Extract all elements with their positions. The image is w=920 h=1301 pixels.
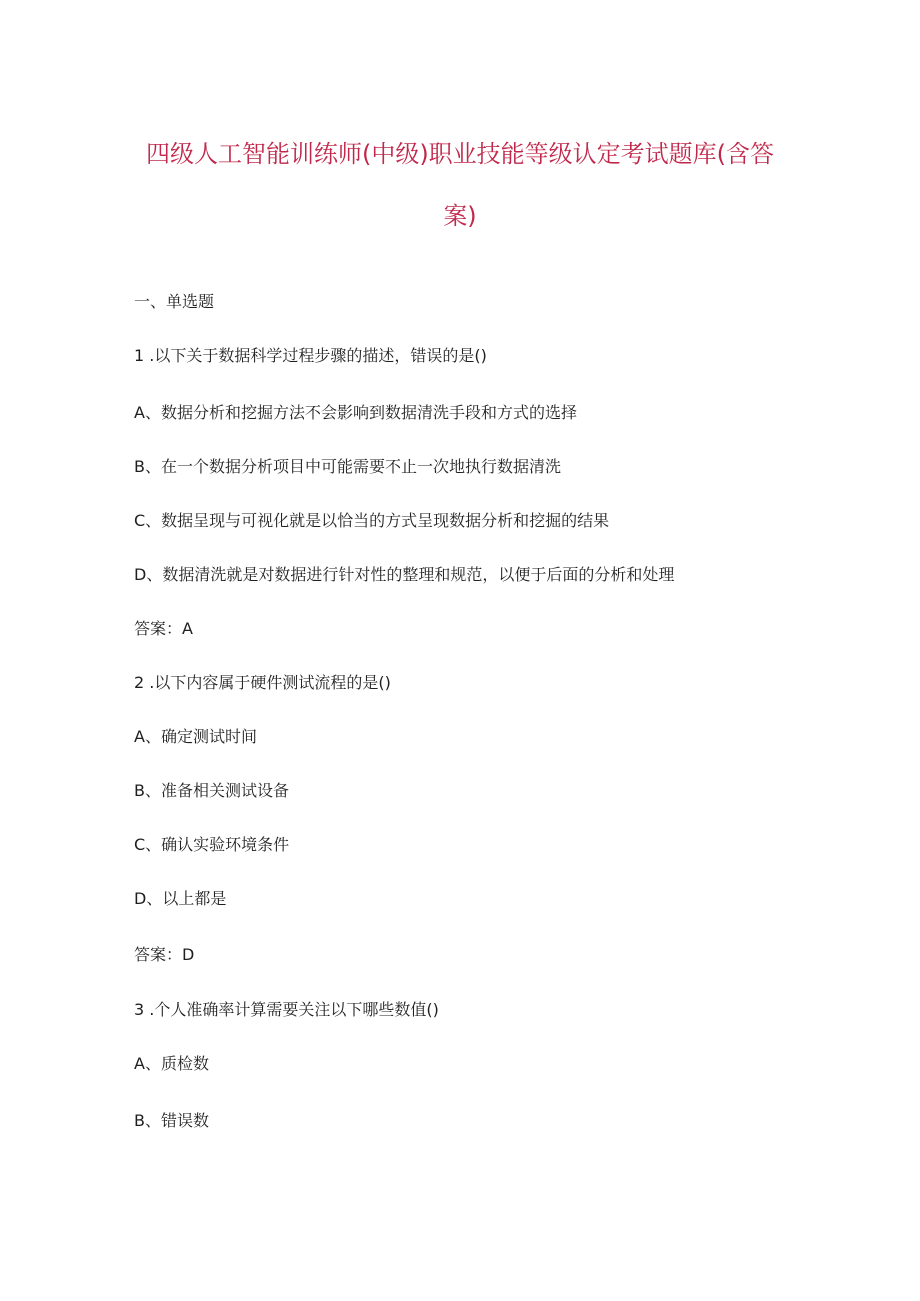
question-2-option-c: C、确认实验环境条件 xyxy=(134,835,290,854)
section-heading: 一、单选题 xyxy=(134,292,215,311)
document-title-line-2: 案) xyxy=(443,202,477,230)
question-2-text: 2 .以下内容属于硬件测试流程的是() xyxy=(134,673,391,692)
question-1-option-b: B、在一个数据分析项目中可能需要不止一次地执行数据清洗 xyxy=(134,457,561,476)
question-1-text: 1 .以下关于数据科学过程步骤的描述，错误的是() xyxy=(134,346,487,365)
document-title-line-1: 四级人工智能训练师(中级)职业技能等级认定考试题库(含答 xyxy=(145,140,775,168)
question-2-answer: 答案：D xyxy=(134,945,195,964)
question-3-text: 3 .个人准确率计算需要关注以下哪些数值() xyxy=(134,1000,439,1019)
question-1-answer: 答案：A xyxy=(134,619,193,638)
question-2-option-a: A、确定测试时间 xyxy=(134,727,257,746)
question-1-option-a: A、数据分析和挖掘方法不会影响到数据清洗手段和方式的选择 xyxy=(134,403,577,422)
question-1-option-d: D、数据清洗就是对数据进行针对性的整理和规范，以便于后面的分析和处理 xyxy=(134,565,675,584)
question-3-option-a: A、质检数 xyxy=(134,1054,209,1073)
question-3-option-b: B、错误数 xyxy=(134,1111,209,1130)
question-2-option-d: D、以上都是 xyxy=(134,889,227,908)
question-1-option-c: C、数据呈现与可视化就是以恰当的方式呈现数据分析和挖掘的结果 xyxy=(134,511,610,530)
question-2-option-b: B、准备相关测试设备 xyxy=(134,781,289,800)
